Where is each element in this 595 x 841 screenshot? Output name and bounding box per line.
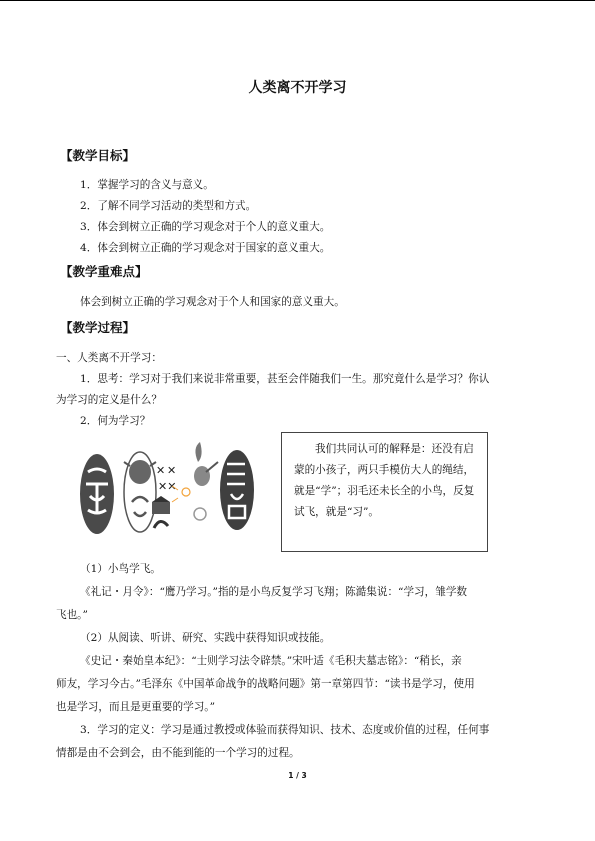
- quote-2-line-3: 也是学习，而且是更重要的学习。”: [56, 701, 216, 713]
- illustration-ancient-characters: [78, 432, 266, 552]
- section-heading-key-points: 【教学重难点】: [60, 264, 148, 279]
- section-heading-process: 【教学过程】: [60, 320, 136, 335]
- subsection-2: （2）从阅读、听讲、研究、实践中获得知识或技能。: [80, 632, 331, 644]
- question-1-line-2: 为学习的定义是什么？: [56, 394, 162, 406]
- question-1-line-1: 1．思考：学习对于我们来说非常重要，甚至会伴随我们一生。那究竟什么是学习？你认: [80, 373, 490, 385]
- goal-item: 3．体会到树立正确的学习观念对于个人的意义重大。: [80, 221, 331, 233]
- goal-item: 4．体会到树立正确的学习观念对于国家的意义重大。: [80, 242, 331, 254]
- quote-1-line-2: 飞也。”: [56, 609, 88, 621]
- svg-text:✕: ✕: [156, 464, 166, 477]
- svg-text:✕: ✕: [167, 464, 177, 477]
- quote-2-line-1: 《史记・秦始皇本纪》：“士则学习法令辟禁。”宋叶适《毛积夫墓志铭》：“稍长，亲: [80, 655, 462, 667]
- page-top-border: [0, 0, 595, 1]
- page-number: 1 / 3: [288, 771, 307, 780]
- part-title: 一、人类离不开学习：: [56, 352, 162, 364]
- goal-item: 2．了解不同学习活动的类型和方式。: [80, 200, 257, 212]
- definition-line-1: 3．学习的定义：学习是通过教授或体验而获得知识、技术、态度或价值的过程，任何事: [80, 724, 490, 736]
- svg-text:✕✕: ✕✕: [158, 480, 177, 493]
- key-points-text: 体会到树立正确的学习观念对于个人和国家的意义重大。: [80, 296, 345, 308]
- page-title: 人类离不开学习: [248, 80, 347, 96]
- quote-1-line-1: 《礼记・月令》：“鹰乃学习。”指的是小鸟反复学习飞翔；陈澔集说：“学习，雏学数: [80, 586, 468, 598]
- goal-item: 1．掌握学习的含义与意义。: [80, 179, 214, 191]
- explanation-box: [281, 432, 488, 552]
- explanation-text: 我们共同认可的解释是：还没有启蒙的小孩子，两只手模仿大人的绳结，就是“学”；羽毛还未长全的小鸟，反复试飞，就是“习”。: [294, 443, 475, 518]
- quote-2-line-2: 师友，学习今古。”毛泽东《中国革命战争的战略问题》第一章第四节：“读书是学习，使用: [56, 678, 475, 690]
- question-2: 2．何为学习？: [80, 415, 151, 427]
- definition-line-2: 情都是由不会到会，由不能到能的一个学习的过程。: [56, 747, 300, 759]
- illustration-svg: [78, 432, 266, 552]
- section-heading-goals: 【教学目标】: [60, 148, 136, 163]
- subsection-1: （1）小鸟学飞。: [80, 563, 161, 575]
